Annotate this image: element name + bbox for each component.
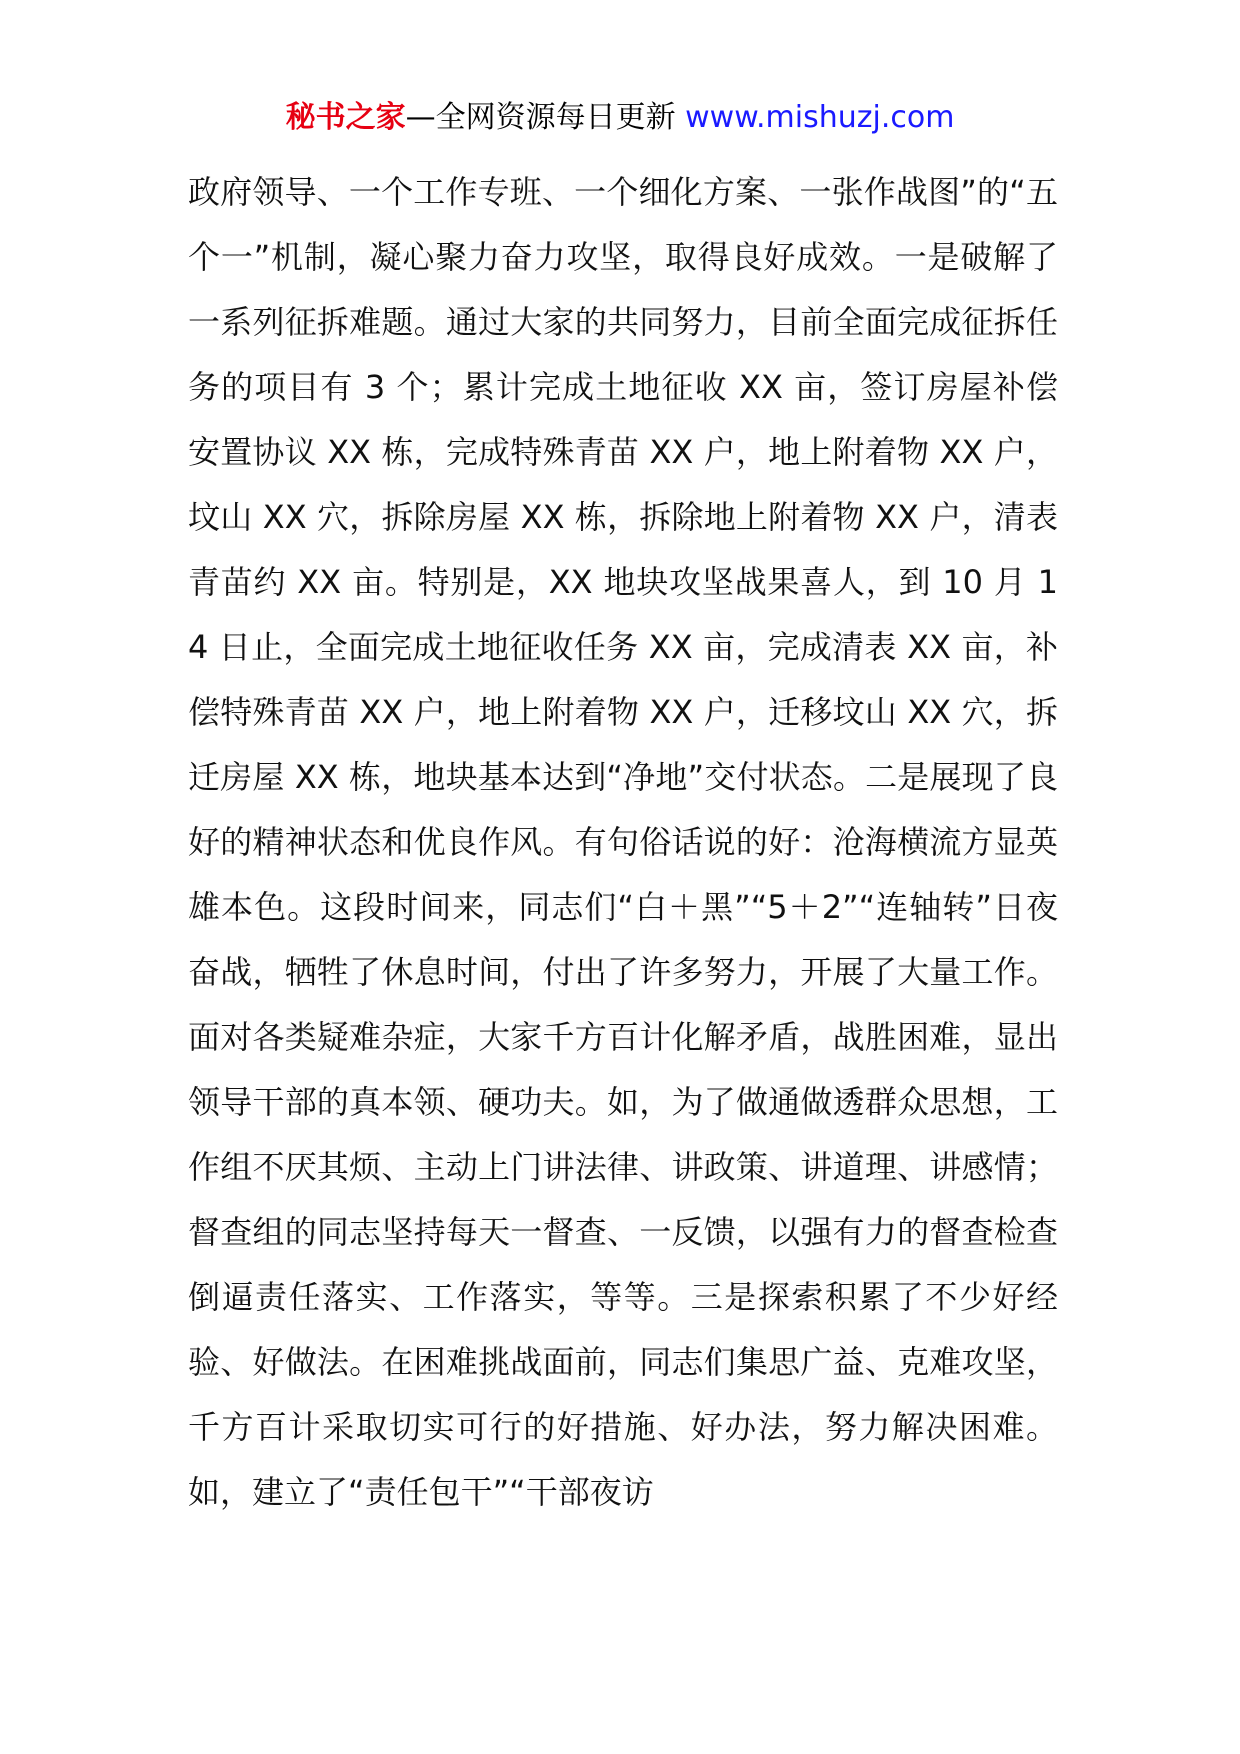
site-header <box>0 98 1240 138</box>
document-body-paragraph: 政府领导、一个工作专班、一个细化方案、一张作战图”的“五个一”机制，凝心聚力奋力攻坚，取得良好成效。一是破解了一系列征拆难题。通过大家的共同努力，目前全面完成征拆任务的项目有 3 个；累计完成土地征收 XX 亩，签订房屋补偿安置协议 XX 栋，完成特殊青苗 XX 户，地上附着物 XX 户，坟山 XX 穴，拆除房屋 XX 栋，拆除地上附着物 XX 户，清表青苗约 XX 亩。特别是，XX 地块攻坚战果喜人，到 10 月 14 日止，全面完成土地征收任务 XX 亩，完成清表 XX 亩，补偿特殊青苗 XX 户，地上附着物 XX 户，迁移坟山 XX 穴，拆迁房屋 XX 栋，地块基本达到“净地”交付状态。二是展现了良好的精神状态和优良作风。有句俗话说的好：沧海横流方显英雄本色。这段时间来，同志们“白＋黑”“5＋2”“连轴转”日夜奋战，牺牲了休息时间，付出了许多努力，开展了大量工作。面对各类疑难杂症，大家千方百计化解矛盾，战胜困难，显出领导干部的真本领、硬功夫。如，为了做通做透群众思想，工作组不厌其烦、主动上门讲法律、讲政策、讲道理、讲感情；督查组的同志坚持每天一督查、一反馈，以强有力的督查检查倒逼责任落实、工作落实，等等。三是探索积累了不少好经验、好做法。在困难挑战面前，同志们集思广益、克难攻坚，千方百计采取切实可行的好措施、好办法，努力解决困难。如，建立了“责任包干”“干部夜访 <box>188 173 1058 1511</box>
brand-name: 秘书之家 <box>285 100 406 135</box>
site-url-link[interactable]: www.mishuzj.com <box>685 100 955 135</box>
header-slogan: —全网资源每日更新 <box>405 100 676 135</box>
